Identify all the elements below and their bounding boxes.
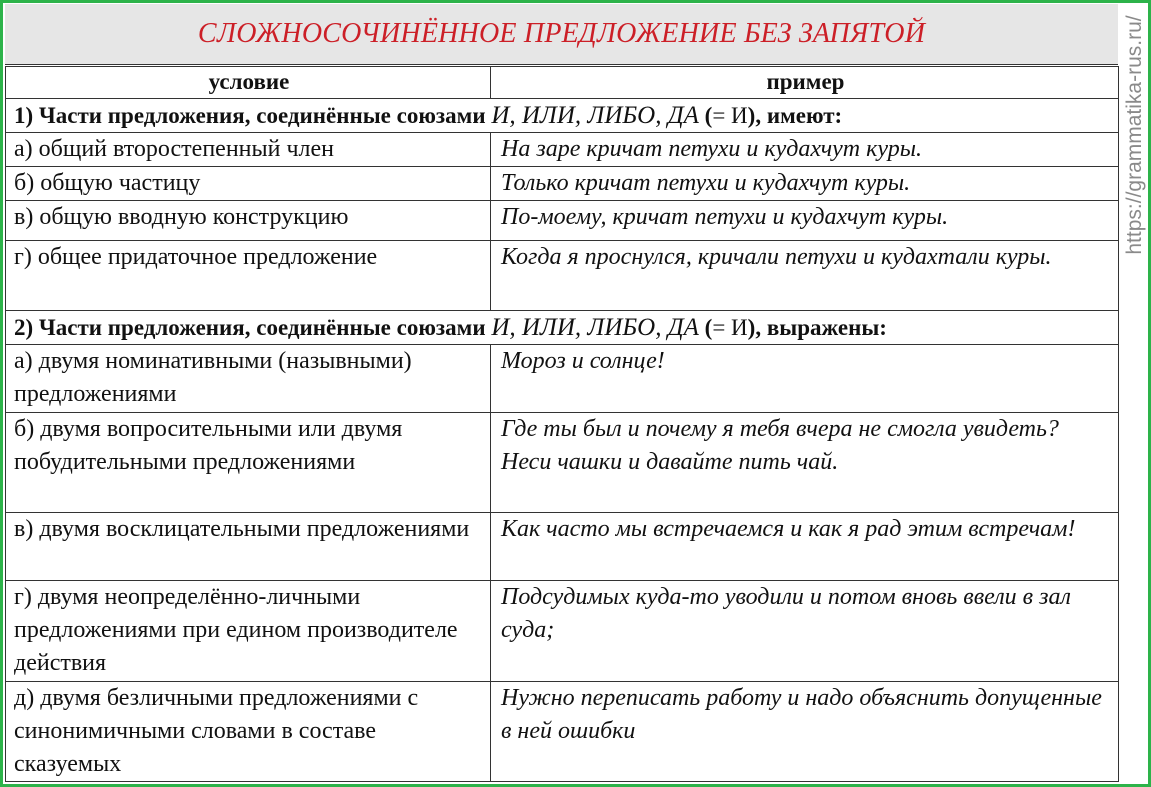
table-row bbox=[6, 581, 1119, 682]
condition-cell: б) двумя вопросительными или двумя побудительными предложениями bbox=[6, 413, 491, 513]
condition-cell: г) двумя неопределённо-личными предложениями при едином производителе действия bbox=[6, 581, 491, 682]
watermark-url: https://grammatika-rus.ru/ bbox=[1123, 15, 1146, 255]
condition-cell: г) общее придаточное предложение bbox=[6, 241, 491, 311]
condition-cell: в) двумя восклицательными предложениями bbox=[6, 513, 491, 581]
example-cell: Нужно переписать работу и надо объяснить допущенные в ней ошибки bbox=[491, 682, 1119, 782]
section-2-heading: 2) Части предложения, соединённые союзами И, ИЛИ, ЛИБО, ДА (= И), выражены: bbox=[6, 311, 1119, 345]
section-1-heading-row bbox=[6, 99, 1119, 133]
header-example: пример bbox=[491, 67, 1119, 99]
condition-cell: д) двумя безличными предложениями с синонимичными словами в составе сказуемых bbox=[6, 682, 491, 782]
table-row bbox=[6, 682, 1119, 782]
condition-cell: а) двумя номинативными (назывными) предложениями bbox=[6, 345, 491, 413]
header-condition: условие bbox=[6, 67, 491, 99]
example-cell: Где ты был и почему я тебя вчера не смогла увидеть? Неси чашки и давайте пить чай. bbox=[491, 413, 1119, 513]
rules-table bbox=[5, 66, 1119, 782]
section-1-heading: 1) Части предложения, соединённые союзами И, ИЛИ, ЛИБО, ДА (= И), имеют: bbox=[6, 99, 1119, 133]
example-cell: Мороз и солнце! bbox=[491, 345, 1119, 413]
example-cell: Когда я проснулся, кричали петухи и кудахтали куры. bbox=[491, 241, 1119, 311]
watermark bbox=[1122, 0, 1148, 300]
table-row bbox=[6, 133, 1119, 167]
section-2-heading-row bbox=[6, 311, 1119, 345]
example-cell: Только кричат петухи и кудахчут куры. bbox=[491, 167, 1119, 201]
condition-cell: а) общий второстепенный член bbox=[6, 133, 491, 167]
table-row bbox=[6, 201, 1119, 241]
condition-cell: б) общую частицу bbox=[6, 167, 491, 201]
title-bar bbox=[5, 4, 1118, 65]
example-cell: По-моему, кричат петухи и кудахчут куры. bbox=[491, 201, 1119, 241]
example-cell: На заре кричат петухи и кудахчут куры. bbox=[491, 133, 1119, 167]
table-row bbox=[6, 513, 1119, 581]
example-cell: Подсудимых куда-то уводили и потом вновь ввели в зал суда; bbox=[491, 581, 1119, 682]
example-cell: Как часто мы встречаемся и как я рад этим встречам! bbox=[491, 513, 1119, 581]
table-header-row bbox=[6, 67, 1119, 99]
table-row bbox=[6, 345, 1119, 413]
page-title: СЛОЖНОСОЧИНЁННОЕ ПРЕДЛОЖЕНИЕ БЕЗ ЗАПЯТОЙ bbox=[197, 18, 926, 49]
table-row bbox=[6, 167, 1119, 201]
table-row bbox=[6, 241, 1119, 311]
table-row bbox=[6, 413, 1119, 513]
condition-cell: в) общую вводную конструкцию bbox=[6, 201, 491, 241]
